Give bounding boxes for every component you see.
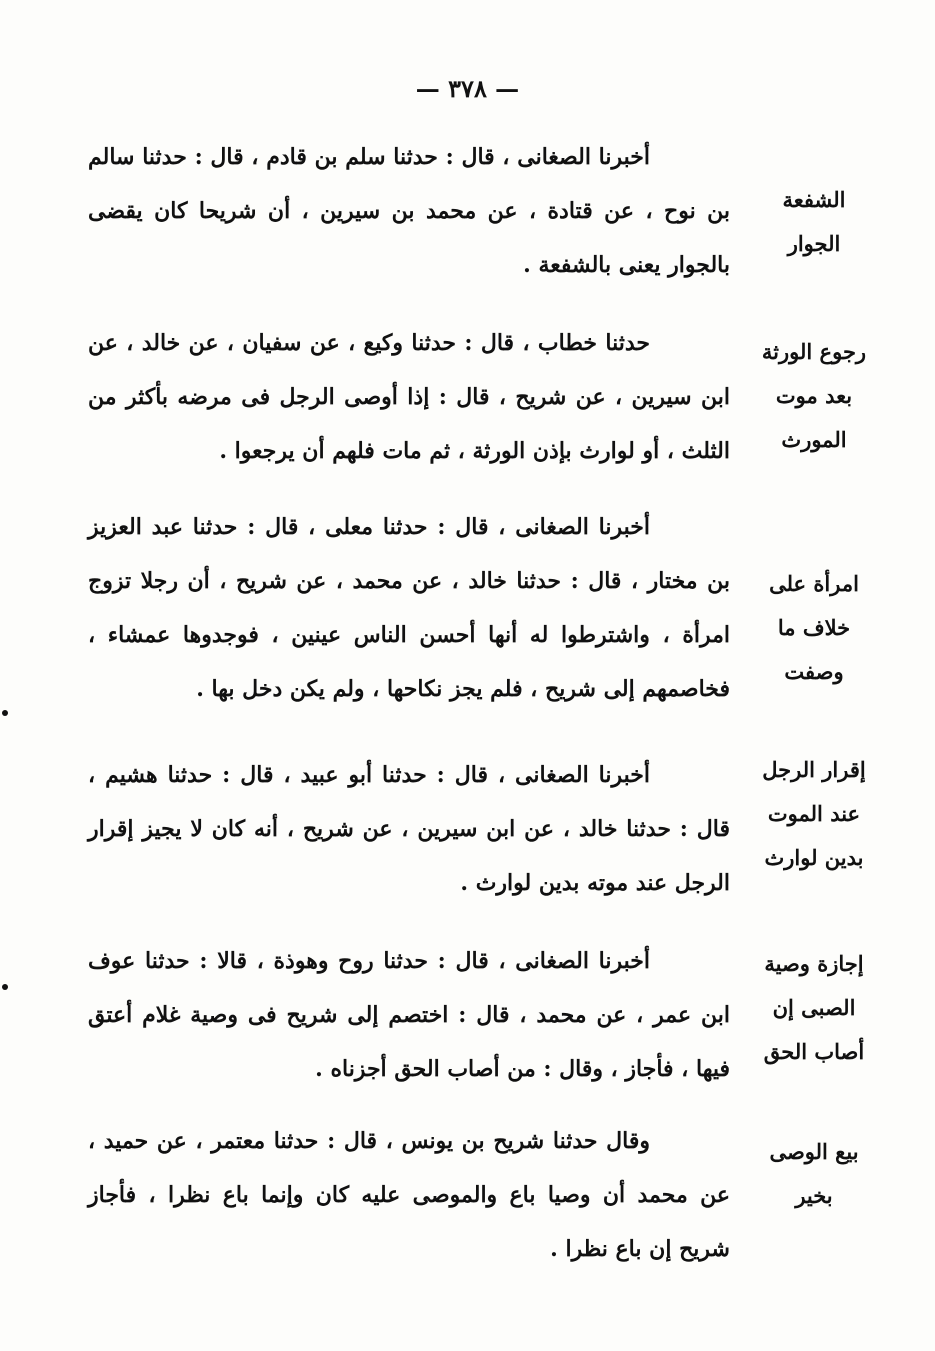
page-number: — ٣٧٨ — (415, 74, 520, 103)
entry-text: وقال حدثنا شريح بن يونس ، قال : حدثنا معتمر ، عن حميد ، عن محمد أن وصيا باع والموصى عليه كان وإنما باع نظرا ، فأجاز شريح إن باع نظرا . (88, 1128, 730, 1262)
margin-heading: إجازة وصية الصبى إن أصاب الحق (763, 951, 865, 1064)
margin-heading: إقرار الرجل عند الموت بدين لوارث (762, 757, 866, 870)
margin-heading: امرأة على خلاف ما وصفت (769, 571, 859, 684)
margin-heading: الشفعة الجوار (782, 187, 846, 256)
scan-speck (2, 710, 8, 716)
margin-heading: بيع الوصى بخير (769, 1139, 859, 1208)
entry-text: حدثنا خطاب ، قال : حدثنا وكيع ، عن سفيان ، عن خالد ، عن ابن سيرين ، عن شريح ، قال : إذا أوصى الرجل فى مرضه بأكثر من الثلث ، أو لوارث بإذن الورثة ، ثم مات فلهم أن يرجعوا . (88, 330, 730, 464)
entry-text: أخبرنا الصغانى ، قال : حدثنا أبو عبيد ، قال : حدثنا هشيم ، قال : حدثنا خالد ، عن ابن سيرين ، عن شريح ، أنه كان لا يجيز إقرار الرجل عند موته بدين لوارث . (88, 762, 730, 896)
entry-text: أخبرنا الصغانى ، قال : حدثنا روح وهوذة ، قالا : حدثنا عوف ابن عمر ، عن محمد ، قال : اختصم إلى شريح فى وصية غلام أعتق فيها ، فأجاز ، وقال : من أصاب الحق أجزناه . (88, 948, 730, 1082)
scan-speck (2, 984, 8, 990)
margin-heading: رجوع الورثة بعد موت المورث (761, 339, 867, 452)
entry-text: أخبرنا الصغانى ، قال : حدثنا معلى ، قال : حدثنا عبد العزيز بن مختار ، قال : حدثنا خالد ، عن محمد ، عن شريح ، أن رجلا تزوج امرأة ، واشترطوا له أنها أحسن الناس عينين ، فوجدوها عمشاء ، فخاصمهم إلى شريح ، فلم يجز نكاحها ، ولم يكن دخل بها . (88, 514, 730, 702)
entry-text: أخبرنا الصغانى ، قال : حدثنا سلم بن قادم ، قال : حدثنا سالم بن نوح ، عن قتادة ، عن محمد بن سيرين ، أن شريحا كان يقضى بالجوار يعنى بالشفعة . (88, 144, 730, 278)
